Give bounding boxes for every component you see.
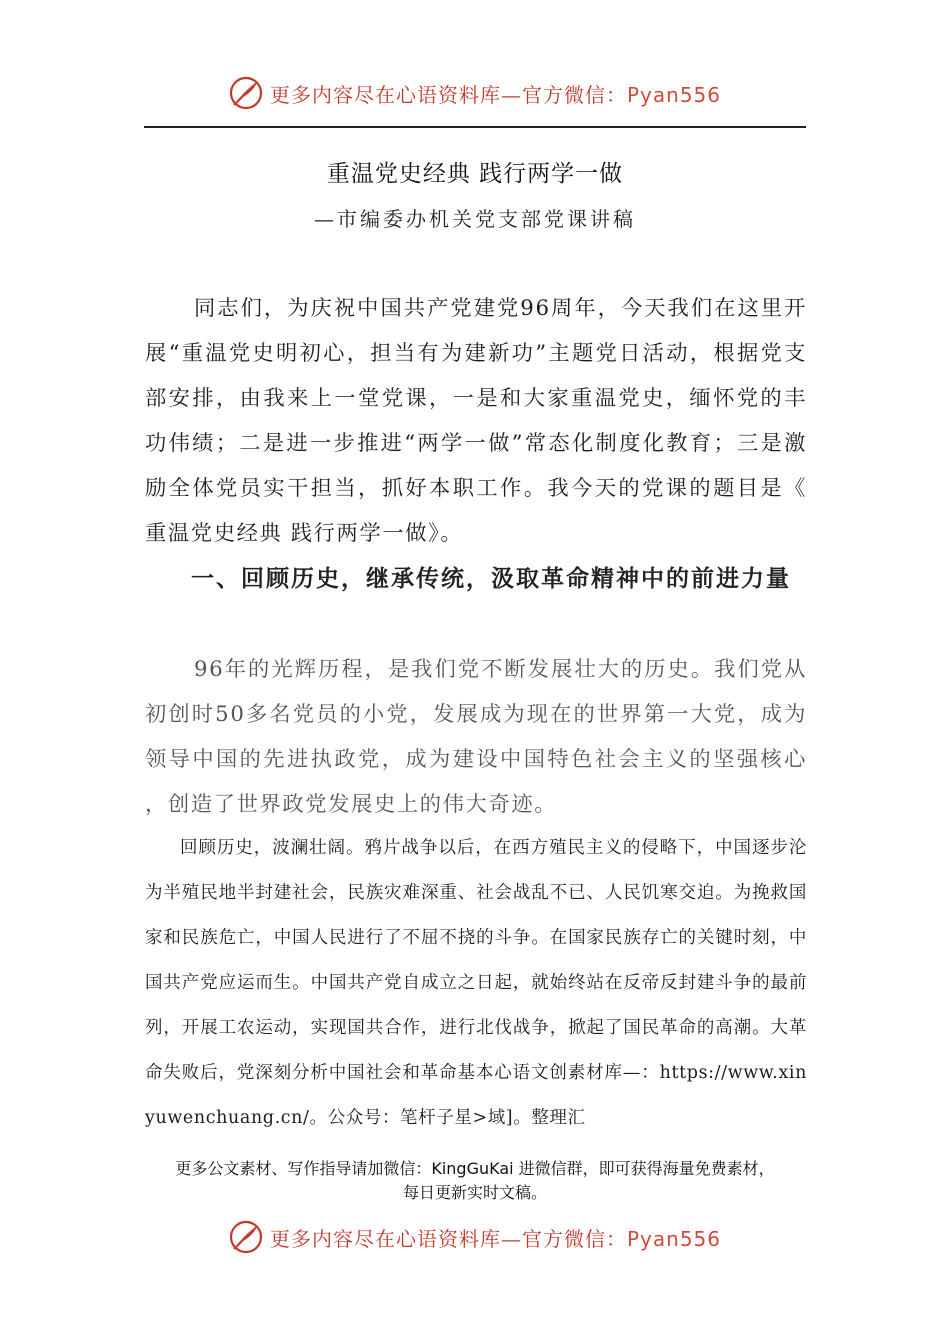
header-banner-text: 更多内容尽在心语资料库—官方微信：Pyan556 — [270, 82, 722, 107]
header-divider — [144, 126, 806, 128]
footer-banner-handle: Pyan556 — [627, 1226, 722, 1251]
paragraph-history-summary: 96年的光辉历程，是我们党不断发展壮大的历史。我们党从初创时50多名党员的小党，发展成为现在的世界第一大党，成为领导中国的先进执政党，成为建设中国特色社会主义的坚强核心，创造了世界政党发展史上的伟大奇迹。 — [145, 657, 807, 817]
section-heading-1: 一、回顾历史，继承传统，汲取革命精神中的前进力量 — [191, 566, 791, 592]
document-title: 重温党史经典 践行两学一做 — [326, 161, 624, 187]
paragraph-intro: 同志们，为庆祝中国共产党建党96周年，今天我们在这里开展“重温党史明初心，担当有为建新功”主题党日活动，根据党支部安排，由我来上一堂党课，一是和大家重温党史，缅怀党的丰功伟绩；二是进一步推进“两学一做”常态化制度化教育；三是激励全体党员实干担当，抓好本职工作。我今天的党课的题目是《重温党史经典 践行两学一做》。 — [145, 296, 807, 546]
header-banner — [0, 68, 950, 118]
header-banner-handle: Pyan556 — [627, 82, 722, 107]
footer-banner — [0, 1212, 950, 1262]
footer-note-line-1: 更多公文素材、写作指导请加微信：KingGuKai 进微信群，即可获得海量免费素材， — [175, 1159, 775, 1178]
document-subtitle: —市编委办机关党支部党课讲稿 — [314, 207, 636, 231]
quill-logo-icon — [228, 75, 264, 111]
footer-banner-text: 更多内容尽在心语资料库—官方微信：Pyan556 — [270, 1226, 722, 1251]
quill-logo-icon — [228, 1219, 264, 1255]
footer-note-line-2: 每日更新实时文稿。 — [402, 1183, 547, 1202]
paragraph-history-detail: 回顾历史，波澜壮阔。鸦片战争以后，在西方殖民主义的侵略下，中国逐步沦为半殖民地半封建社会，民族灾难深重、社会战乱不已、人民饥寒交迫。为挽救国家和民族危亡，中国人民进行了不屈不挠的斗争。在国家民族存亡的关键时刻，中国共产党应运而生。中国共产党自成立之日起，就始终站在反帝反封建斗争的最前列，开展工农运动，实现国共合作，进行北伐战争，掀起了国民革命的高潮。大革命失败后，党深刻分析中国社会和革命基本心语文创素材库—：https://www.xinyuwenchuang.cn/。公众号：笔杆子星>域]。整理汇 — [145, 838, 807, 1128]
footer-note — [0, 1157, 950, 1205]
